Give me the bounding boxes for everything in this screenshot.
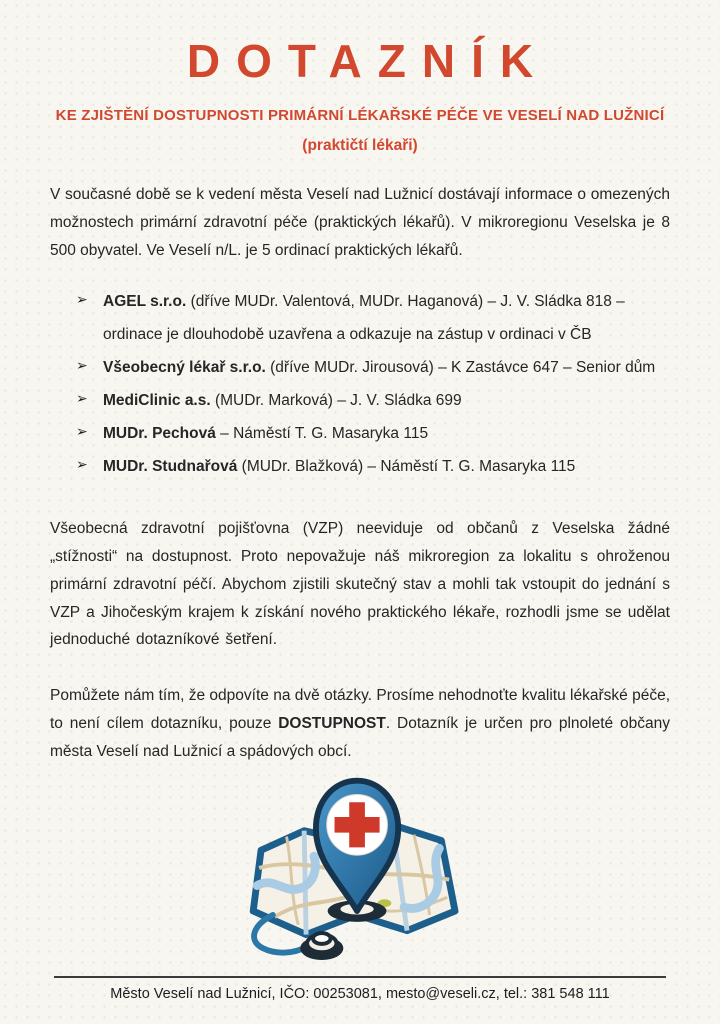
- doctor-details: (dříve MUDr. Valentová, MUDr. Haganová) – J. V. Sládka 818 – ordinace je dlouhodobě uzavřena a odkazuje na zástup v ordinaci v ČB: [103, 292, 625, 343]
- arrow-bullet-icon: ➢: [76, 389, 88, 406]
- doctor-details: – Náměstí T. G. Masaryka 115: [215, 424, 429, 442]
- page-title: DOTAZNÍK: [186, 35, 550, 87]
- doctor-name: MUDr. Pechová: [103, 424, 216, 442]
- doctor-list-item: [76, 351, 664, 384]
- request-paragraph: [50, 682, 670, 766]
- doctor-name: Všeobecný lékař s.r.o.: [103, 358, 266, 376]
- doctor-list-item: [76, 285, 664, 351]
- doctor-name: AGEL s.r.o.: [103, 292, 187, 310]
- arrow-bullet-icon: ➢: [76, 455, 88, 472]
- doctor-list-item: [76, 417, 664, 450]
- intro-paragraph: V současné době se k vedení města Veselí nad Lužnicí dostávají informace o omezených možnostech primární zdravotní péče (praktických lékařů). V mikroregionu Veselska je 8 500 obyvatel. Ve Veselí n/L. je 5 ordinací praktických lékařů.: [50, 186, 670, 259]
- doctor-name: MediClinic a.s.: [103, 391, 211, 409]
- arrow-bullet-icon: ➢: [76, 356, 88, 373]
- doctor-list-item: [76, 384, 664, 417]
- doctor-details: (dříve MUDr. Jirousová) – K Zastávce 647 – Senior dům: [265, 358, 656, 376]
- request-text-after: . Dotazník je určen pro plnoleté občany města Veselí nad Lužnicí a spádových obcí.: [50, 715, 670, 761]
- page-subtitle: KE ZJIŠTĚNÍ DOSTUPNOSTI PRIMÁRNÍ LÉKAŘSKÉ PÉČE VE VESELÍ NAD LUŽNICÍ: [55, 107, 665, 125]
- medical-map-illustration: [50, 768, 670, 967]
- vzp-paragraph: Všeobecná zdravotní pojišťovna (VZP) neeviduje od občanů z Veselska žádné „stížnosti“ na dostupnost. Proto nepovažuje náš mikroregion za lokalitu s ohroženou primární zdravotní péčí. Abychom zjistili skutečný stav a mohli tak vstoupit do jednání s VZP a Jihočeským krajem k získání nového praktického lékaře, rozhodli jsme se udělat jednoduché dotazníkové šetření.: [50, 519, 670, 649]
- footer-divider: [54, 976, 666, 978]
- doctor-list-item: [76, 450, 664, 483]
- arrow-bullet-icon: ➢: [76, 290, 88, 307]
- footer-contact: Město Veselí nad Lužnicí, IČO: 00253081, mesto@veseli.cz, tel.: 381 548 111: [110, 986, 610, 1002]
- doctor-details: (MUDr. Blažková) – Náměstí T. G. Masaryka 115: [237, 457, 576, 475]
- page-subtitle-note: (praktičtí lékaři): [302, 137, 418, 155]
- arrow-bullet-icon: ➢: [76, 422, 88, 439]
- map-pin-stethoscope-icon: [247, 768, 473, 962]
- doctor-details: (MUDr. Marková) – J. V. Sládka 699: [210, 391, 462, 409]
- request-text-before: Pomůžete nám tím, že odpovíte na dvě otázky. Prosíme nehodnoťte kvalitu lékařské péče, to není cílem dotazníku, pouze: [50, 687, 670, 733]
- request-text-bold: DOSTUPNOST: [278, 715, 386, 733]
- doctor-name: MUDr. Studnařová: [103, 457, 238, 475]
- doctor-list: [50, 285, 670, 483]
- page-footer: [54, 976, 666, 1002]
